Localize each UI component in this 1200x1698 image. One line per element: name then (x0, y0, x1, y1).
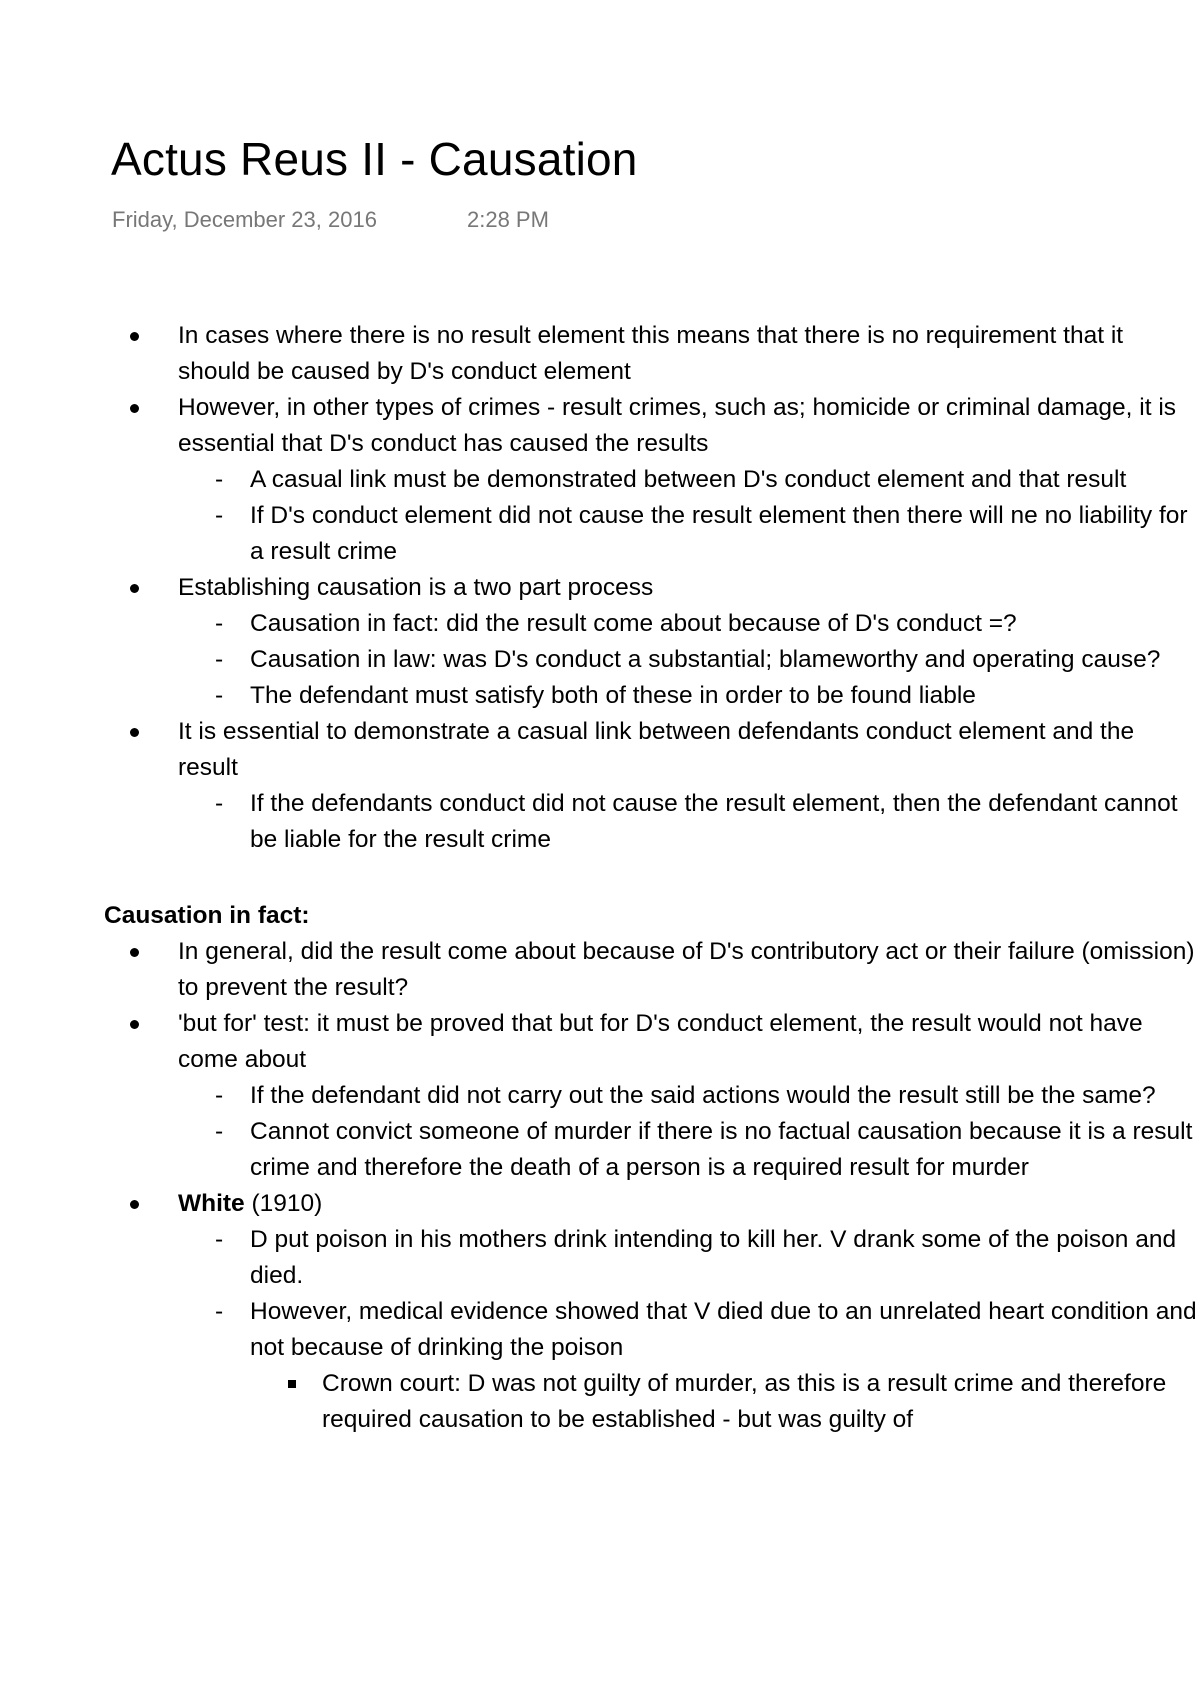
sub-list-item-text: Cannot convict someone of murder if there is no factual causation because it is a result crime and therefore the death of a person is a required result for murder (250, 1118, 1193, 1181)
intro-list (0, 318, 1200, 858)
list-item-text: However, in other types of crimes - result crimes, such as; homicide or criminal damage, it is essential that D's conduct has caused the results (178, 394, 1177, 457)
sub-list-item (215, 606, 1200, 642)
bullet-icon (130, 728, 139, 737)
sub-list (178, 462, 1200, 570)
sub-list-item-text: Causation in law: was D's conduct a substantial; blameworthy and operating cause? (250, 646, 1161, 673)
bullet-icon (130, 404, 139, 413)
sub-list-item-text: D put poison in his mothers drink intending to kill her. V drank some of the poison and died. (250, 1226, 1177, 1289)
list-item (0, 714, 1200, 858)
sub-list-item-text: Causation in fact: did the result come about because of D's conduct =? (250, 610, 1017, 637)
list-item-text: 'but for' test: it must be proved that but for D's conduct element, the result would not have come about (178, 1010, 1143, 1073)
list-item (0, 318, 1200, 390)
section-heading-causation-in-fact: Causation in fact: (104, 902, 310, 929)
sub-list (178, 606, 1200, 714)
list-item (0, 1186, 1200, 1438)
sub-list (178, 786, 1200, 858)
sub-list-item (215, 678, 1200, 714)
sub-list-item-text: If D's conduct element did not cause the result element then there will ne no liability for a result crime (250, 502, 1188, 565)
dash-icon: - (215, 682, 224, 709)
list-item (0, 934, 1200, 1006)
sub-list-item (215, 462, 1200, 498)
sub-list (178, 1078, 1200, 1186)
case-name: White (178, 1190, 245, 1217)
bullet-icon (130, 948, 139, 957)
dash-icon: - (215, 1118, 224, 1145)
sub-list-item (215, 1078, 1200, 1114)
sub-sub-list (250, 1366, 1200, 1438)
sub-list-item-text: If the defendants conduct did not cause the result element, then the defendant cannot be liable for the result crime (250, 790, 1178, 853)
sub-list-item-text: The defendant must satisfy both of these in order to be found liable (250, 682, 976, 709)
sub-list (178, 1222, 1200, 1438)
dash-icon: - (215, 502, 224, 529)
dash-icon: - (215, 1226, 224, 1253)
bullet-icon (130, 1020, 139, 1029)
page-timestamp (112, 207, 549, 233)
sub-list-item (215, 642, 1200, 678)
sub-list-item (215, 786, 1200, 858)
sub-list-item-text: However, medical evidence showed that V died due to an unrelated heart condition and not because of drinking the poison (250, 1298, 1197, 1361)
note-body (0, 318, 1200, 1438)
dash-icon: - (215, 790, 224, 817)
sub-list-item-text: A casual link must be demonstrated between D's conduct element and that result (250, 466, 1127, 493)
sub-list-item (215, 1114, 1200, 1186)
list-item-text: It is essential to demonstrate a casual link between defendants conduct element and the result (178, 718, 1135, 781)
dash-icon: - (215, 1082, 224, 1109)
causation-in-fact-list (0, 934, 1200, 1438)
list-item-text: In general, did the result come about because of D's contributory act or their failure (omission) to prevent the result? (178, 938, 1195, 1001)
sub-sub-list-item-text: Crown court: D was not guilty of murder, as this is a result crime and therefore required causation to be established - but was guilty of (322, 1370, 1167, 1433)
sub-sub-list-item (322, 1366, 1200, 1438)
page-title: Actus Reus II - Causation (111, 133, 638, 185)
dash-icon: - (215, 1298, 224, 1325)
list-item (0, 390, 1200, 570)
sub-list-item (215, 1294, 1200, 1438)
dash-icon: - (215, 646, 224, 673)
sub-list-item (215, 498, 1200, 570)
page-date: Friday, December 23, 2016 (112, 207, 377, 232)
case-year: (1910) (251, 1190, 323, 1217)
list-item-text: Establishing causation is a two part process (178, 574, 654, 601)
sub-list-item-text: If the defendant did not carry out the said actions would the result still be the same? (250, 1082, 1156, 1109)
list-item (0, 1006, 1200, 1186)
bullet-icon (130, 584, 139, 593)
dash-icon: - (215, 610, 224, 637)
list-item (0, 570, 1200, 714)
list-item-text: In cases where there is no result element this means that there is no requirement that it should be caused by D's conduct element (178, 322, 1124, 385)
bullet-icon (130, 332, 139, 341)
page-time: 2:28 PM (467, 207, 549, 232)
sub-list-item (215, 1222, 1200, 1294)
bullet-icon (130, 1200, 139, 1209)
square-bullet-icon (288, 1380, 296, 1388)
dash-icon: - (215, 466, 224, 493)
